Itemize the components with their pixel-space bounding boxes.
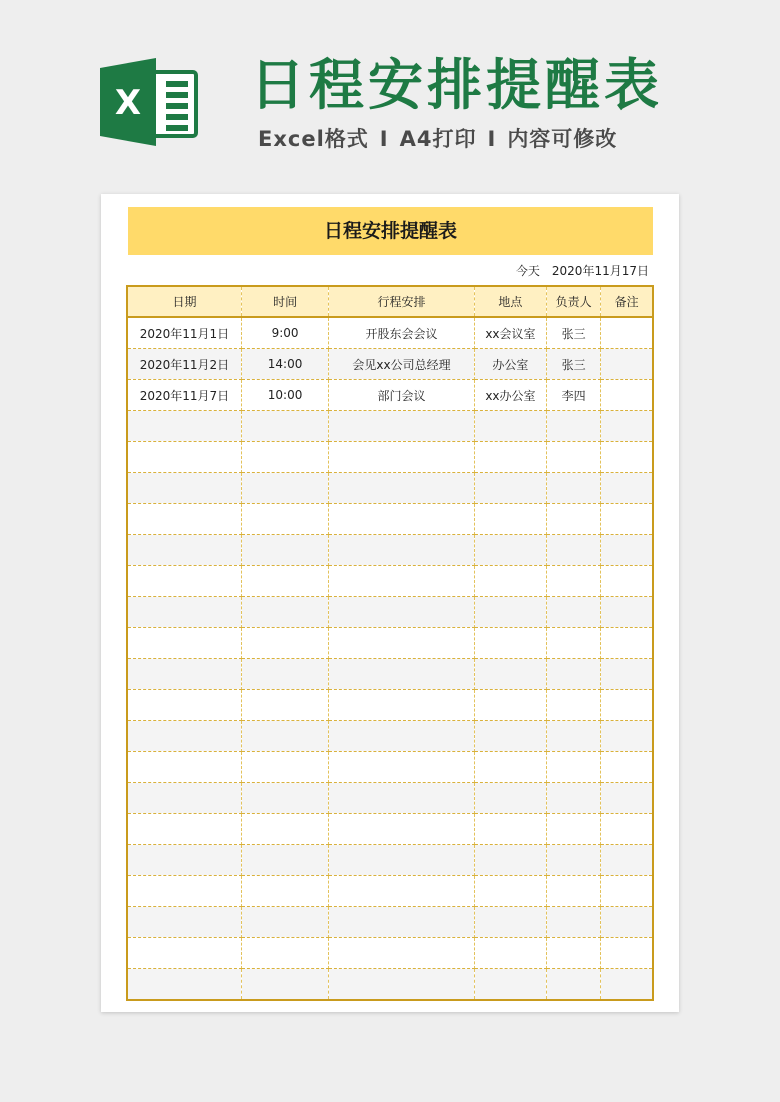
empty-cell[interactable] <box>474 473 546 504</box>
empty-cell[interactable] <box>329 814 475 845</box>
subtitle-separator: I <box>379 127 389 151</box>
cell-date[interactable]: 2020年11月7日 <box>127 380 241 411</box>
empty-cell[interactable] <box>474 876 546 907</box>
empty-cell[interactable] <box>601 876 653 907</box>
empty-cell[interactable] <box>127 845 241 876</box>
empty-cell[interactable] <box>547 845 601 876</box>
sheet-title: 日程安排提醒表 <box>128 207 653 255</box>
empty-cell[interactable] <box>329 876 475 907</box>
column-header-notes: 备注 <box>601 286 653 317</box>
empty-cell[interactable] <box>127 504 241 535</box>
empty-cell[interactable] <box>474 969 546 1001</box>
empty-cell[interactable] <box>601 504 653 535</box>
empty-table-row <box>127 566 653 597</box>
empty-cell[interactable] <box>329 721 475 752</box>
empty-cell[interactable] <box>601 845 653 876</box>
empty-table-row <box>127 907 653 938</box>
empty-cell[interactable] <box>329 411 475 442</box>
empty-cell[interactable] <box>127 442 241 473</box>
today-label: 今天 <box>515 264 540 278</box>
empty-cell[interactable] <box>474 721 546 752</box>
empty-table-row <box>127 814 653 845</box>
empty-cell[interactable] <box>241 535 328 566</box>
empty-cell[interactable] <box>241 442 328 473</box>
empty-cell[interactable] <box>241 752 328 783</box>
empty-cell[interactable] <box>474 535 546 566</box>
cell-notes[interactable] <box>601 380 653 411</box>
empty-cell[interactable] <box>241 783 328 814</box>
empty-cell[interactable] <box>127 690 241 721</box>
empty-cell[interactable] <box>547 721 601 752</box>
empty-cell[interactable] <box>329 473 475 504</box>
excel-logo-letter: X <box>114 83 142 123</box>
cell-owner[interactable]: 张三 <box>547 349 601 380</box>
empty-table-row <box>127 411 653 442</box>
empty-table-row <box>127 659 653 690</box>
cell-owner[interactable]: 李四 <box>547 380 601 411</box>
empty-cell[interactable] <box>547 535 601 566</box>
empty-cell[interactable] <box>241 690 328 721</box>
column-header-location: 地点 <box>474 286 546 317</box>
empty-table-row <box>127 628 653 659</box>
empty-cell[interactable] <box>241 659 328 690</box>
cell-time[interactable]: 9:00 <box>241 317 328 349</box>
empty-cell[interactable] <box>547 690 601 721</box>
cell-notes[interactable] <box>601 317 653 349</box>
empty-cell[interactable] <box>329 628 475 659</box>
empty-table-row <box>127 442 653 473</box>
empty-cell[interactable] <box>241 628 328 659</box>
empty-cell[interactable] <box>474 752 546 783</box>
cell-date[interactable]: 2020年11月1日 <box>127 317 241 349</box>
empty-cell[interactable] <box>474 566 546 597</box>
empty-cell[interactable] <box>127 907 241 938</box>
empty-cell[interactable] <box>127 597 241 628</box>
empty-cell[interactable] <box>329 442 475 473</box>
empty-cell[interactable] <box>474 907 546 938</box>
empty-cell[interactable] <box>547 969 601 1001</box>
empty-cell[interactable] <box>547 473 601 504</box>
empty-cell[interactable] <box>601 783 653 814</box>
table-row <box>127 349 653 380</box>
excel-icon <box>100 58 198 146</box>
empty-cell[interactable] <box>547 597 601 628</box>
empty-cell[interactable] <box>601 411 653 442</box>
subtitle-format: Excel格式 <box>258 127 369 151</box>
empty-cell[interactable] <box>329 690 475 721</box>
empty-cell[interactable] <box>127 628 241 659</box>
empty-cell[interactable] <box>127 411 241 442</box>
empty-cell[interactable] <box>127 752 241 783</box>
empty-cell[interactable] <box>329 566 475 597</box>
page-title: 日程安排提醒表 <box>250 53 664 117</box>
empty-table-row <box>127 783 653 814</box>
empty-cell[interactable] <box>547 752 601 783</box>
empty-cell[interactable] <box>601 535 653 566</box>
empty-cell[interactable] <box>127 566 241 597</box>
empty-cell[interactable] <box>547 504 601 535</box>
empty-cell[interactable] <box>474 938 546 969</box>
empty-table-row <box>127 969 653 1001</box>
empty-cell[interactable] <box>547 783 601 814</box>
empty-cell[interactable] <box>547 566 601 597</box>
schedule-table <box>126 285 654 1001</box>
column-header-owner: 负责人 <box>547 286 601 317</box>
cell-location[interactable]: xx会议室 <box>474 317 546 349</box>
empty-cell[interactable] <box>241 938 328 969</box>
empty-cell[interactable] <box>601 566 653 597</box>
empty-cell[interactable] <box>127 783 241 814</box>
empty-cell[interactable] <box>601 473 653 504</box>
empty-table-row <box>127 473 653 504</box>
today-value: 2020年11月17日 <box>551 264 649 278</box>
empty-cell[interactable] <box>241 473 328 504</box>
cell-time[interactable]: 14:00 <box>241 349 328 380</box>
empty-cell[interactable] <box>329 597 475 628</box>
empty-cell[interactable] <box>547 659 601 690</box>
cell-notes[interactable] <box>601 349 653 380</box>
empty-cell[interactable] <box>241 721 328 752</box>
subtitle-editable: 内容可修改 <box>507 127 618 151</box>
empty-cell[interactable] <box>127 876 241 907</box>
empty-cell[interactable] <box>329 845 475 876</box>
empty-cell[interactable] <box>241 907 328 938</box>
empty-cell[interactable] <box>547 876 601 907</box>
table-row <box>127 317 653 349</box>
empty-table-row <box>127 752 653 783</box>
cell-location[interactable]: xx办公室 <box>474 380 546 411</box>
column-header-schedule: 行程安排 <box>329 286 475 317</box>
empty-cell[interactable] <box>601 659 653 690</box>
empty-cell[interactable] <box>601 690 653 721</box>
empty-cell[interactable] <box>127 969 241 1001</box>
empty-cell[interactable] <box>547 938 601 969</box>
empty-cell[interactable] <box>241 411 328 442</box>
empty-cell[interactable] <box>329 907 475 938</box>
empty-cell[interactable] <box>601 969 653 1001</box>
empty-cell[interactable] <box>547 442 601 473</box>
empty-cell[interactable] <box>127 659 241 690</box>
empty-cell[interactable] <box>329 938 475 969</box>
empty-cell[interactable] <box>547 907 601 938</box>
subtitle-print: A4打印 <box>399 127 477 151</box>
empty-cell[interactable] <box>547 814 601 845</box>
empty-cell[interactable] <box>241 845 328 876</box>
cell-owner[interactable]: 张三 <box>547 317 601 349</box>
empty-cell[interactable] <box>474 442 546 473</box>
empty-cell[interactable] <box>601 938 653 969</box>
empty-table-row <box>127 504 653 535</box>
empty-cell[interactable] <box>474 659 546 690</box>
empty-cell[interactable] <box>474 845 546 876</box>
empty-cell[interactable] <box>474 690 546 721</box>
empty-cell[interactable] <box>127 721 241 752</box>
empty-table-row <box>127 690 653 721</box>
table-row <box>127 380 653 411</box>
empty-cell[interactable] <box>601 597 653 628</box>
table-header-row <box>127 286 653 317</box>
empty-cell[interactable] <box>241 969 328 1001</box>
cell-date[interactable]: 2020年11月2日 <box>127 349 241 380</box>
empty-cell[interactable] <box>474 504 546 535</box>
subtitle-separator: I <box>487 127 497 151</box>
page-header <box>0 0 780 190</box>
empty-cell[interactable] <box>241 504 328 535</box>
empty-cell[interactable] <box>601 628 653 659</box>
empty-cell[interactable] <box>601 442 653 473</box>
empty-cell[interactable] <box>241 566 328 597</box>
empty-cell[interactable] <box>127 473 241 504</box>
empty-cell[interactable] <box>601 721 653 752</box>
empty-cell[interactable] <box>474 597 546 628</box>
empty-table-row <box>127 876 653 907</box>
cell-time[interactable]: 10:00 <box>241 380 328 411</box>
empty-cell[interactable] <box>329 659 475 690</box>
empty-cell[interactable] <box>329 783 475 814</box>
empty-table-row <box>127 721 653 752</box>
cell-schedule[interactable]: 开股东会会议 <box>329 317 475 349</box>
sheet-paper <box>101 194 679 1012</box>
empty-cell[interactable] <box>241 876 328 907</box>
today-date <box>516 260 649 282</box>
empty-table-row <box>127 597 653 628</box>
empty-cell[interactable] <box>127 814 241 845</box>
empty-cell[interactable] <box>329 535 475 566</box>
empty-cell[interactable] <box>601 907 653 938</box>
empty-cell[interactable] <box>474 814 546 845</box>
empty-cell[interactable] <box>547 628 601 659</box>
empty-cell[interactable] <box>329 504 475 535</box>
empty-cell[interactable] <box>601 814 653 845</box>
empty-table-row <box>127 938 653 969</box>
empty-cell[interactable] <box>127 938 241 969</box>
subtitle <box>258 124 617 154</box>
cell-schedule[interactable]: 部门会议 <box>329 380 475 411</box>
empty-cell[interactable] <box>474 628 546 659</box>
cell-location[interactable]: 办公室 <box>474 349 546 380</box>
empty-cell[interactable] <box>474 783 546 814</box>
cell-schedule[interactable]: 会见xx公司总经理 <box>329 349 475 380</box>
empty-cell[interactable] <box>547 411 601 442</box>
empty-cell[interactable] <box>474 411 546 442</box>
column-header-date: 日期 <box>127 286 241 317</box>
empty-table-row <box>127 535 653 566</box>
empty-cell[interactable] <box>329 752 475 783</box>
empty-table-row <box>127 845 653 876</box>
empty-cell[interactable] <box>601 752 653 783</box>
column-header-time: 时间 <box>241 286 328 317</box>
empty-cell[interactable] <box>241 597 328 628</box>
empty-cell[interactable] <box>329 969 475 1001</box>
empty-cell[interactable] <box>241 814 328 845</box>
empty-cell[interactable] <box>127 535 241 566</box>
